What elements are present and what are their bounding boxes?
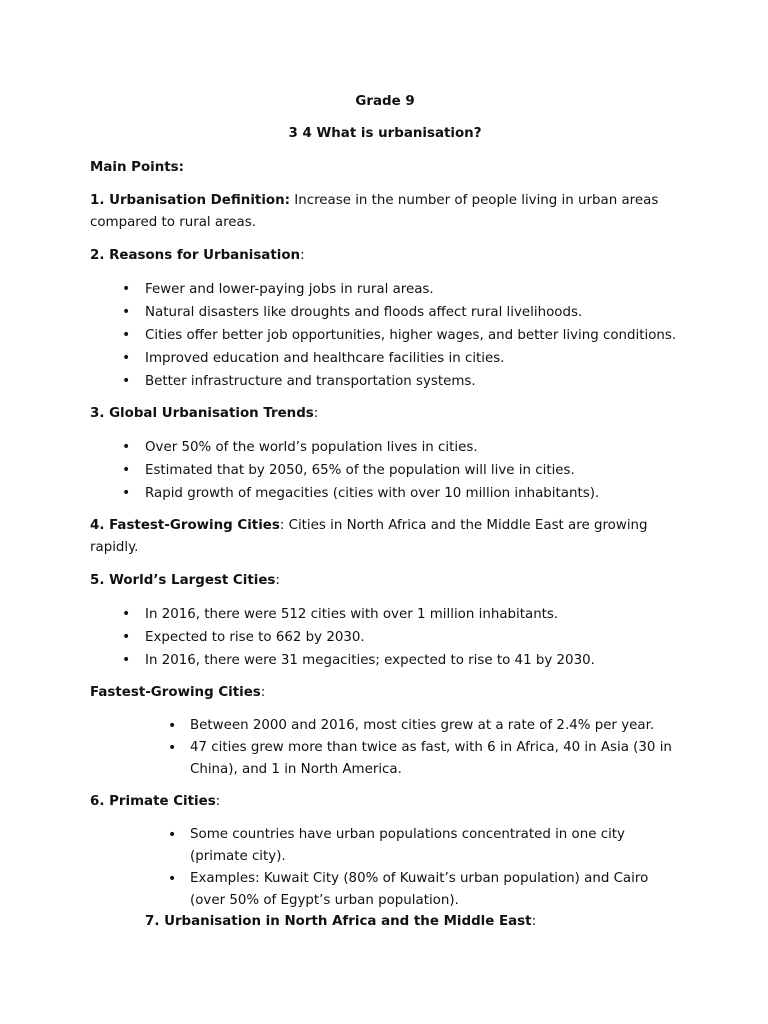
fastest-growing-cities-heading: Fastest-Growing Cities: bbox=[90, 685, 266, 700]
list-item: • In 2016, there were 512 cities with over 1 million inhabitants. bbox=[90, 603, 680, 626]
list-item: • Improved education and healthcare facilities in cities. bbox=[90, 347, 680, 370]
section-3-list bbox=[90, 436, 680, 505]
section-6-list bbox=[90, 824, 680, 912]
section-1-definition bbox=[90, 190, 680, 234]
section-7-heading: 7. Urbanisation in North Africa and the Middle East: bbox=[145, 914, 537, 929]
list-item: • Fewer and lower-paying jobs in rural areas. bbox=[90, 278, 680, 301]
list-item: • Better infrastructure and transportation systems. bbox=[90, 370, 680, 393]
section-5-heading: 5. World’s Largest Cities: bbox=[90, 573, 280, 588]
list-item: • Expected to rise to 662 by 2030. bbox=[90, 626, 680, 649]
list-item: • Cities offer better job opportunities, higher wages, and better living conditions. bbox=[90, 324, 680, 347]
document-title: 3 4 What is urbanisation? bbox=[288, 126, 482, 141]
fastest-growing-cities-list bbox=[90, 715, 680, 781]
section-3-heading: 3. Global Urbanisation Trends: bbox=[90, 406, 319, 421]
list-item: • Estimated that by 2050, 65% of the population will live in cities. bbox=[90, 459, 680, 482]
section-1-text: Increase in the number of people living in urban areas compared to rural areas. bbox=[90, 193, 659, 230]
section-4-text: : Cities in North Africa and the Middle East are growing rapidly. bbox=[90, 518, 648, 555]
section-4-label: 4. Fastest-Growing Cities bbox=[90, 518, 280, 533]
main-points-heading: Main Points: bbox=[90, 160, 185, 175]
section-2-heading: 2. Reasons for Urbanisation: bbox=[90, 248, 305, 263]
section-6-heading: 6. Primate Cities: bbox=[90, 794, 221, 809]
list-item: • Rapid growth of megacities (cities with over 10 million inhabitants). bbox=[90, 482, 680, 505]
list-item: • Over 50% of the world’s population lives in cities. bbox=[90, 436, 680, 459]
section-5-list bbox=[90, 603, 680, 672]
list-item: • 47 cities grew more than twice as fast, with 6 in Africa, 40 in Asia (30 in China), and 1 in North America. bbox=[90, 737, 680, 781]
document-page bbox=[90, 92, 680, 933]
section-1-label: 1. Urbanisation Definition: bbox=[90, 193, 291, 208]
grade-heading: Grade 9 bbox=[355, 94, 415, 109]
list-item: • Some countries have urban populations concentrated in one city (primate city). bbox=[90, 824, 680, 868]
section-2-list bbox=[90, 278, 680, 393]
list-item: • Natural disasters like droughts and floods affect rural livelihoods. bbox=[90, 301, 680, 324]
list-item: • Between 2000 and 2016, most cities grew at a rate of 2.4% per year. bbox=[90, 715, 680, 737]
list-item: • Examples: Kuwait City (80% of Kuwait’s urban population) and Cairo (over 50% of Egypt’s urban population). bbox=[90, 868, 680, 912]
list-item: • In 2016, there were 31 megacities; expected to rise to 41 by 2030. bbox=[90, 649, 680, 672]
section-4-fastest-growing bbox=[90, 515, 680, 559]
